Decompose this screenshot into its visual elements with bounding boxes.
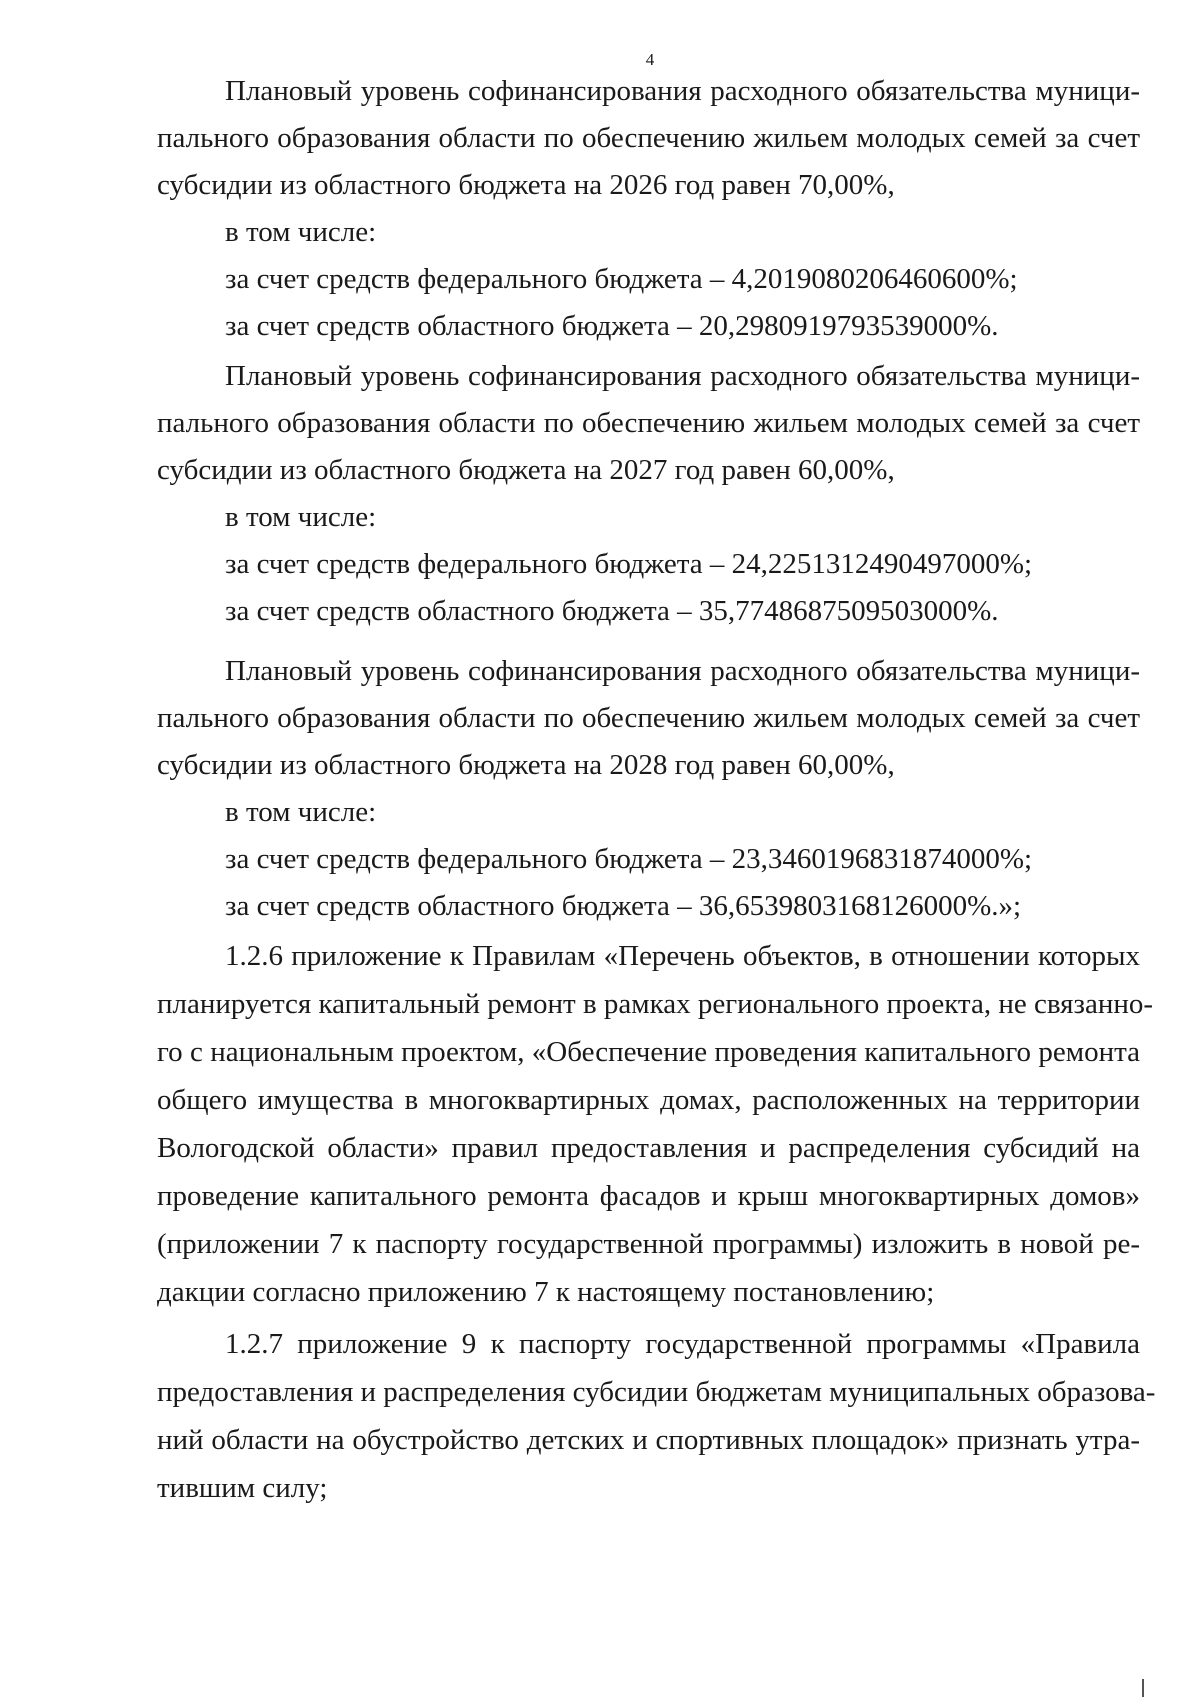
text-line: субсидии из областного бюджета на 2028 год равен 60,00%, [157, 749, 895, 781]
text-line: за счет средств федерального бюджета – 24,2251312490497000%; [225, 548, 1033, 580]
text-line: ний области на обустройство детских и спортивных площадок» признать утра- [157, 1424, 1140, 1456]
text-line: общего имущества в многоквартирных домах, расположенных на территории [157, 1084, 1140, 1116]
text-line: проведение капитального ремонта фасадов и крыш многоквартирных домов» [157, 1180, 1140, 1212]
text-line: предоставления и распределения субсидии бюджетам муниципальных образова- [157, 1376, 1156, 1408]
text-line: субсидии из областного бюджета на 2026 год равен 70,00%, [157, 169, 895, 201]
text-line: пального образования области по обеспечению жильем молодых семей за счет [157, 702, 1140, 734]
text-line: 1.2.6 приложение к Правилам «Перечень объектов, в отношении которых [225, 940, 1140, 972]
text-line: за счет средств областного бюджета – 36,6539803168126000%.»; [225, 890, 1022, 922]
text-line: в том числе: [225, 501, 377, 533]
text-line: в том числе: [225, 216, 377, 248]
text-line: 1.2.7 приложение 9 к паспорту государственной программы «Правила [225, 1328, 1140, 1360]
text-line: планируется капитальный ремонт в рамках регионального проекта, не связанно- [157, 988, 1154, 1020]
text-line: Плановый уровень софинансирования расходного обязательства муници- [225, 655, 1140, 687]
text-line: тившим силу; [157, 1472, 328, 1504]
text-line: го с национальным проектом, «Обеспечение проведения капитального ремонта [157, 1036, 1140, 1068]
text-line: за счет средств областного бюджета – 35,7748687509503000%. [225, 595, 999, 627]
text-line: пального образования области по обеспечению жильем молодых семей за счет [157, 122, 1140, 154]
text-line: в том числе: [225, 796, 377, 828]
text-line: субсидии из областного бюджета на 2027 год равен 60,00%, [157, 454, 895, 486]
text-line: Вологодской области» правил предоставления и распределения субсидий на [157, 1132, 1140, 1164]
page-number: 4 [645, 50, 655, 69]
text-line: (приложении 7 к паспорту государственной программы) изложить в новой ре- [157, 1228, 1140, 1260]
scan-mark [1142, 1679, 1144, 1697]
text-line: Плановый уровень софинансирования расходного обязательства муници- [225, 75, 1140, 107]
text-line: Плановый уровень софинансирования расходного обязательства муници- [225, 360, 1140, 392]
text-line: за счет средств федерального бюджета – 23,3460196831874000%; [225, 843, 1033, 875]
text-line: за счет средств областного бюджета – 20,2980919793539000%. [225, 310, 999, 342]
text-line: за счет средств федерального бюджета – 4,2019080206460600%; [225, 263, 1018, 295]
text-line: дакции согласно приложению 7 к настоящему постановлению; [157, 1276, 935, 1308]
text-line: пального образования области по обеспечению жильем молодых семей за счет [157, 407, 1140, 439]
